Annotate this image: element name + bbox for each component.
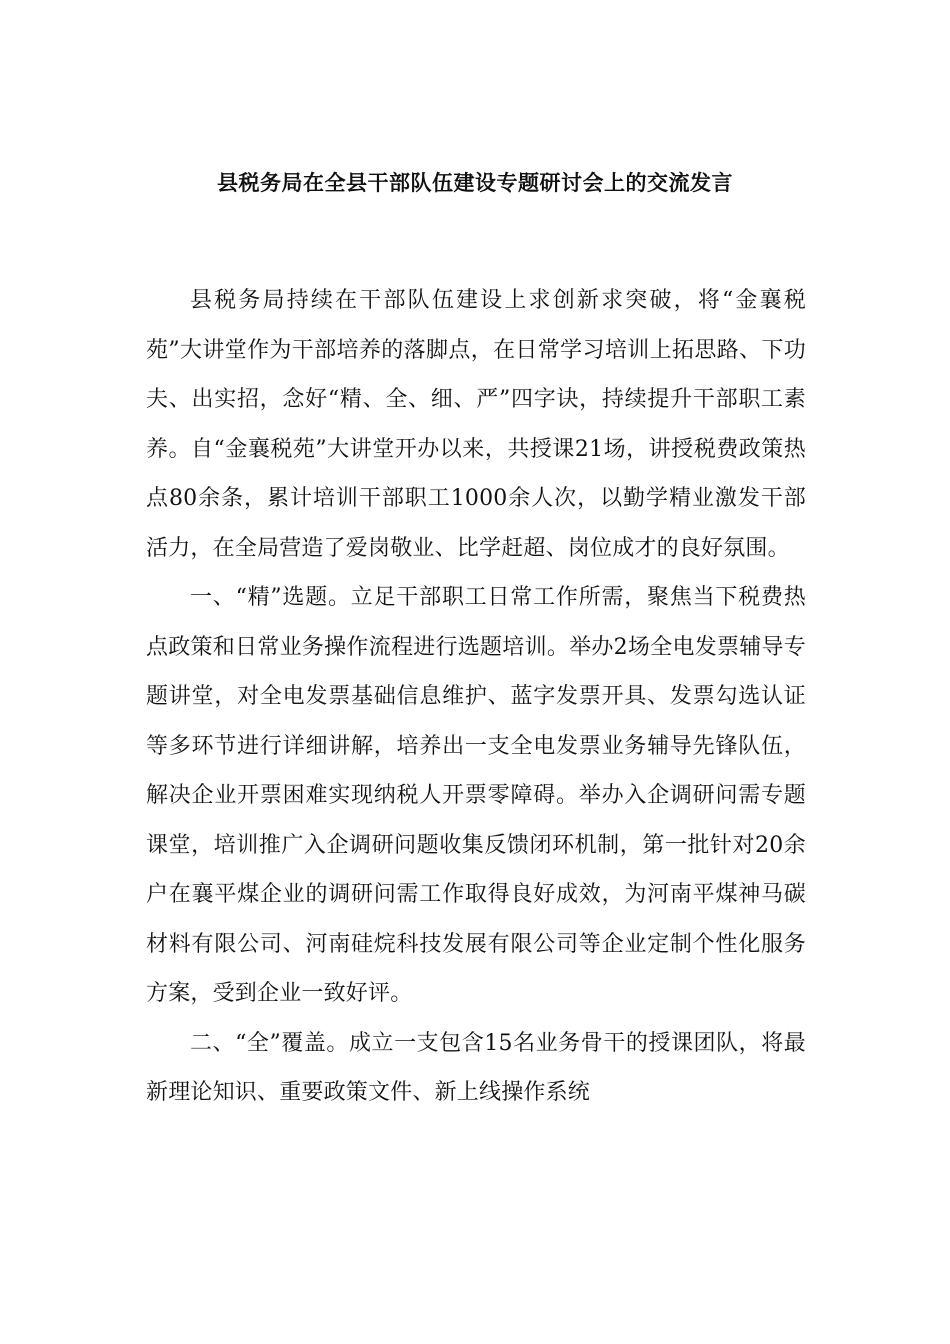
intro-paragraph: 县税务局持续在干部队伍建设上求创新求突破，将“金襄税苑”大讲堂作为干部培养的落脚点，在日常学习培训上拓思路、下功夫、出实招，念好“精、全、细、严”四字诀，持续提升干部职工素养。自“金襄税苑”大讲堂开办以来，共授课21场，讲授税费政策热点80余条，累计培训干部职工1000余人次，以勤学精业激发干部活力，在全局营造了爱岗敬业、比学赶超、岗位成才的良好氛围。 [146, 288, 806, 561]
document-body [146, 276, 806, 1118]
section-one-paragraph: 一、“精”选题。立足干部职工日常工作所需，聚焦当下税费热点政策和日常业务操作流程进行选题培训。举办2场全电发票辅导专题讲堂，对全电发票基础信息维护、蓝字发票开具、发票勾选认证等多环节进行详细讲解，培养出一支全电发票业务辅导先锋队伍，解决企业开票困难实现纳税人开票零障碍。举办入企调研问需专题课堂，培训推广入企调研问题收集反馈闭环机制，第一批针对20余户在襄平煤企业的调研问需工作取得良好成效，为河南平煤神马碳材料有限公司、河南硅烷科技发展有限公司等企业定制个性化服务方案，受到企业一致好评。 [146, 585, 806, 1006]
document-title: 县税务局在全县干部队伍建设专题研讨会上的交流发言 [217, 171, 733, 195]
section-two-paragraph: 二、“全”覆盖。成立一支包含15名业务骨干的授课团队，将最新理论知识、重要政策文件、新上线操作系统 [146, 1030, 806, 1105]
